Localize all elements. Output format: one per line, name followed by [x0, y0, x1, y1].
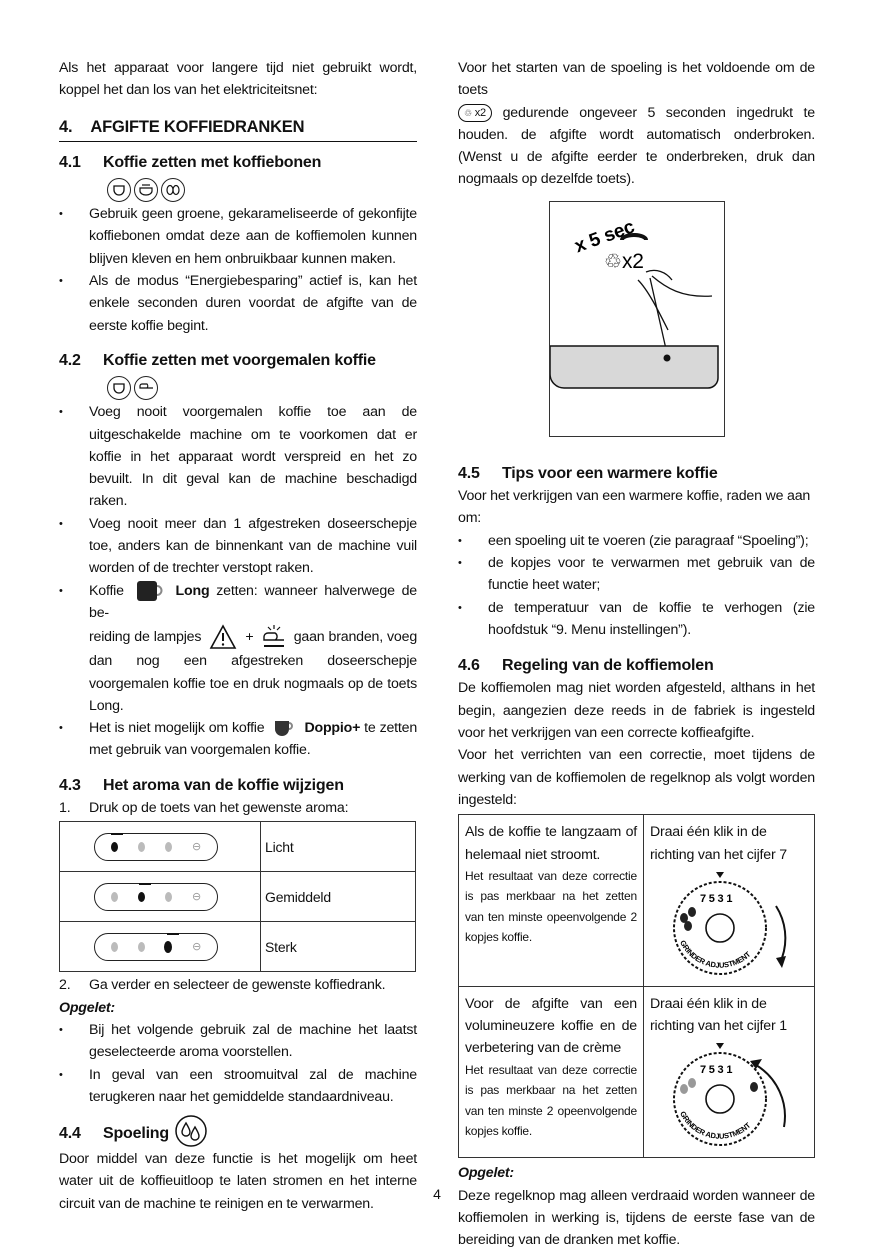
grinder-condition: Voor de afgifte van een volumineuzere koffie en de verbetering van de crème: [465, 995, 637, 1057]
section-4-4-number: 4.4: [59, 1124, 81, 1142]
aroma-panel-cell: [60, 822, 261, 872]
bean-icon: [111, 842, 118, 852]
scoop-icon: ⊖: [191, 890, 201, 903]
list-item: • de temperatuur van de koffie te verhogen (zie hoofdstuk “9. Menu instellingen”).: [458, 597, 815, 642]
table-row: [459, 986, 815, 1158]
bean-icon: [138, 942, 145, 952]
section-4-5-bullets: [458, 530, 815, 641]
section-4-5-title: Tips voor een warmere koffie: [502, 464, 718, 482]
section-4-4-body: Door middel van deze functie is het mogelijk om heet water uit de koffieuitloop te laten stromen en het interne circuit van de machine te reinigen en te verwarmen.: [59, 1151, 417, 1212]
section-4-5-number: 4.5: [458, 464, 480, 482]
step-number: 2.: [59, 977, 71, 994]
section-4-1-heading: [59, 152, 417, 174]
table-row: [60, 822, 416, 872]
bean-icon: [165, 842, 172, 852]
section-4-6-title: Regeling van de koffiemolen: [502, 657, 714, 675]
aroma-label: Gemiddeld: [261, 872, 416, 922]
coffee-bean-icons: [107, 177, 417, 203]
section-4-5-heading: [458, 463, 815, 485]
bullet-text: Koffie: [89, 582, 124, 599]
grinder-table: [458, 814, 815, 1158]
warning-label: Opgelet:: [458, 1165, 514, 1182]
step-text: Ga verder en selecteer de gewenste koffiedrank.: [89, 977, 386, 994]
section-4-1-bullets: [59, 203, 417, 337]
doppio-label: Doppio+: [304, 720, 361, 737]
left-column: [59, 57, 417, 1215]
grinder-action: Draai één klik in de richting van het cijfer 7: [650, 824, 787, 863]
section-4-4-heading: [59, 1120, 417, 1148]
grinder-action-cell: [644, 815, 815, 987]
led-indicator: [167, 933, 179, 935]
aroma-panel-cell: [60, 922, 261, 972]
table-row: [60, 922, 416, 972]
grinder-condition-cell: [459, 986, 644, 1158]
knob-digits: 7 5 3 1: [700, 1064, 733, 1077]
scoop-icon: [134, 376, 158, 400]
list-item: • de kopjes voor te verwarmen met gebruik van de functie heet water;: [458, 552, 815, 597]
warning-label: Opgelet:: [59, 999, 115, 1016]
rinse-symbol: ♲: [603, 250, 622, 273]
section-4-3-bullets: [59, 1019, 417, 1108]
warning-text: Deze regelknop mag alleen verdraaid worden wanneer de koffiemolen in werking is, tijdens de eerste fase van de bereiding van de dranken met koffie.: [458, 1187, 815, 1249]
beans-icon: [161, 178, 185, 202]
scoop-light-icon: [260, 624, 288, 650]
double-cup-icon: [134, 178, 158, 202]
rinse-intro-text: gedurende ongeveer 5 seconden ingedrukt te houden. de afgifte wordt automatisch onderbroken. (Wenst u de afgifte eerder te onderbreken, druk dan nogmaals op dezelfde toets).: [458, 104, 815, 188]
ground-coffee-icons: [107, 375, 417, 401]
grinder-knob-toward-7: [658, 868, 808, 980]
list-item: • Bij het volgende gebruik zal de machine het laatst geselecteerde aroma voorstellen.: [59, 1019, 417, 1064]
list-item: • Gebruik geen groene, gekarameliseerde of gekonfijte koffiebonen omdat deze aan de koffiemolen kunnen blijven kleven en hem onbruikbaar kunnen maken.: [59, 203, 417, 270]
bullet-text: reiding de lampjes: [89, 628, 202, 645]
bean-icon: [165, 892, 172, 902]
section-4-2-title: Koffie zetten met voorgemalen koffie: [103, 351, 376, 369]
bean-icon: [138, 842, 145, 852]
step-text: Druk op de toets van het gewenste aroma:: [89, 800, 349, 817]
bean-icon: [111, 892, 118, 902]
section-4-2-heading: [59, 350, 417, 372]
section-4-3-number: 4.3: [59, 776, 81, 794]
knob-label: GRINDER ADJUSTMENT: [678, 938, 753, 970]
section-4-number: 4.: [59, 117, 73, 136]
section-4-heading: [59, 116, 417, 142]
section-4-6-p2: Voor het verrichten van een correctie, moet tijdens de werking van de koffiemolen de regelknop als volgt worden ingesteld:: [458, 747, 815, 808]
list-item: • een spoeling uit te voeren (zie paragraaf “Spoeling”);: [458, 530, 815, 552]
cup-icon: [107, 376, 131, 400]
table-row: [60, 872, 416, 922]
led-indicator: [111, 833, 123, 835]
intro-text: Als het apparaat voor langere tijd niet gebruikt wordt, koppel het dan los van het elektriciteitsnet:: [59, 60, 417, 99]
long-label: Long: [175, 582, 210, 599]
x2-label: x2: [621, 249, 644, 273]
plus-sign: +: [245, 628, 254, 645]
scoop-icon: ⊖: [192, 940, 202, 953]
grinder-condition-cell: [459, 815, 644, 987]
rinse-button-icon: ♲ x2: [458, 104, 492, 122]
section-4-6-number: 4.6: [458, 657, 480, 675]
aroma-label: Sterk: [261, 922, 416, 972]
section-4-3-title: Het aroma van de koffie wijzigen: [103, 776, 344, 794]
aroma-panel-cell: [60, 872, 261, 922]
list-item: • Voeg nooit voorgemalen koffie toe aan de uitgeschakelde machine om te voorkomen dat er koffie in het apparaat wordt verspreid en het zo bevuilt. In dit geval kan de machine beschadigd raken.: [59, 401, 417, 512]
section-4-2-number: 4.2: [59, 351, 81, 369]
table-row: [459, 815, 815, 987]
step-1: [59, 797, 417, 819]
step-2: [59, 974, 417, 996]
list-item: • Voeg nooit meer dan 1 afgestreken doseerschepje toe, anders kan de binnenkant van de machine vuil worden of de trechter verstopt raken.: [59, 513, 417, 580]
aroma-label: Licht: [261, 822, 416, 872]
step-number: 1.: [59, 800, 71, 817]
grinder-note: Het resultaat van deze correctie is pas merkbaar na het zetten van ten minste 2 opeenvolgende kopjes koffie.: [465, 1062, 637, 1139]
aroma-panel-light: [94, 833, 218, 861]
list-item: [59, 580, 417, 717]
bean-icon: [164, 941, 172, 953]
grinder-note: Het resultaat van deze correctie is pas merkbaar na het zetten van ten minste opeenvolgende 2 kopjes koffie.: [465, 868, 637, 945]
long-cup-icon: [135, 580, 165, 602]
doppio-cup-icon: [271, 718, 297, 738]
warning-icon: [209, 624, 237, 650]
section-4-title: AFGIFTE KOFFIEDRANKEN: [90, 117, 305, 136]
rinse-icon: [173, 1114, 209, 1148]
list-item: [59, 717, 417, 762]
section-4-1-number: 4.1: [59, 153, 81, 171]
bullet-text: te zetten met gebruik van voorgemalen koffie.: [89, 720, 418, 759]
list-item: • In geval van een stroomuitval zal de machine terugkeren naar het gemiddelde standaardniveau.: [59, 1064, 417, 1109]
bullet-text: zetten: wanneer halverwege de be-: [89, 582, 417, 621]
section-4-4-title: Spoeling: [103, 1124, 169, 1142]
right-column: [458, 57, 815, 1252]
grinder-action: Draai één klik in de richting van het cijfer 1: [650, 995, 787, 1035]
aroma-table: [59, 821, 416, 972]
section-4-6-p1: De koffiemolen mag niet worden afgesteld, althans in het begin, aangezien deze reeds in de fabriek is ingesteld voor het verkrijgen van een correcte koffieafgifte.: [458, 680, 815, 742]
knob-label: GRINDER ADJUSTMENT: [678, 1110, 753, 1142]
cup-icon: [107, 178, 131, 202]
section-4-2-bullets: [59, 401, 417, 761]
bean-icon: [138, 892, 145, 902]
grinder-condition: Als de koffie te langzaam of helemaal niet stroomt.: [465, 824, 637, 863]
page-number: 4: [433, 1186, 441, 1202]
aroma-panel-medium: [94, 883, 218, 911]
led-indicator: [139, 883, 151, 885]
section-4-6-heading: [458, 655, 815, 677]
bean-icon: [111, 942, 118, 952]
section-4-5-intro: Voor het verkrijgen van een warmere koffie, raden we aan om:: [458, 488, 811, 527]
section-4-3-heading: [59, 775, 417, 797]
bullet-text: gaan branden, voeg dan nog een afgestreken doseerschepje voorgemalen koffie toe en druk nogmaals op de toets Long.: [89, 628, 418, 714]
bullet-text: Het is niet mogelijk om koffie: [89, 720, 265, 737]
rinse-intro-text: Voor het starten van de spoeling is het voldoende om de toets: [458, 60, 815, 99]
rinse-button-label: x2: [474, 106, 486, 119]
list-item: • Als de modus “Energiebesparing” actief is, kan het enkele seconden duren voordat de afgifte van de eerste koffie begint.: [59, 270, 417, 337]
rinse-illustration: [549, 201, 725, 437]
knob-digits: 7 5 3 1: [700, 892, 733, 905]
hold-label: x 5 sec: [571, 216, 637, 258]
grinder-action-cell: [644, 986, 815, 1158]
section-4-1-title: Koffie zetten met koffiebonen: [103, 153, 322, 171]
grinder-knob-toward-1: [658, 1039, 808, 1151]
aroma-panel-strong: [94, 933, 218, 961]
scoop-icon: ⊖: [191, 840, 201, 853]
rinse-intro: [458, 57, 815, 191]
